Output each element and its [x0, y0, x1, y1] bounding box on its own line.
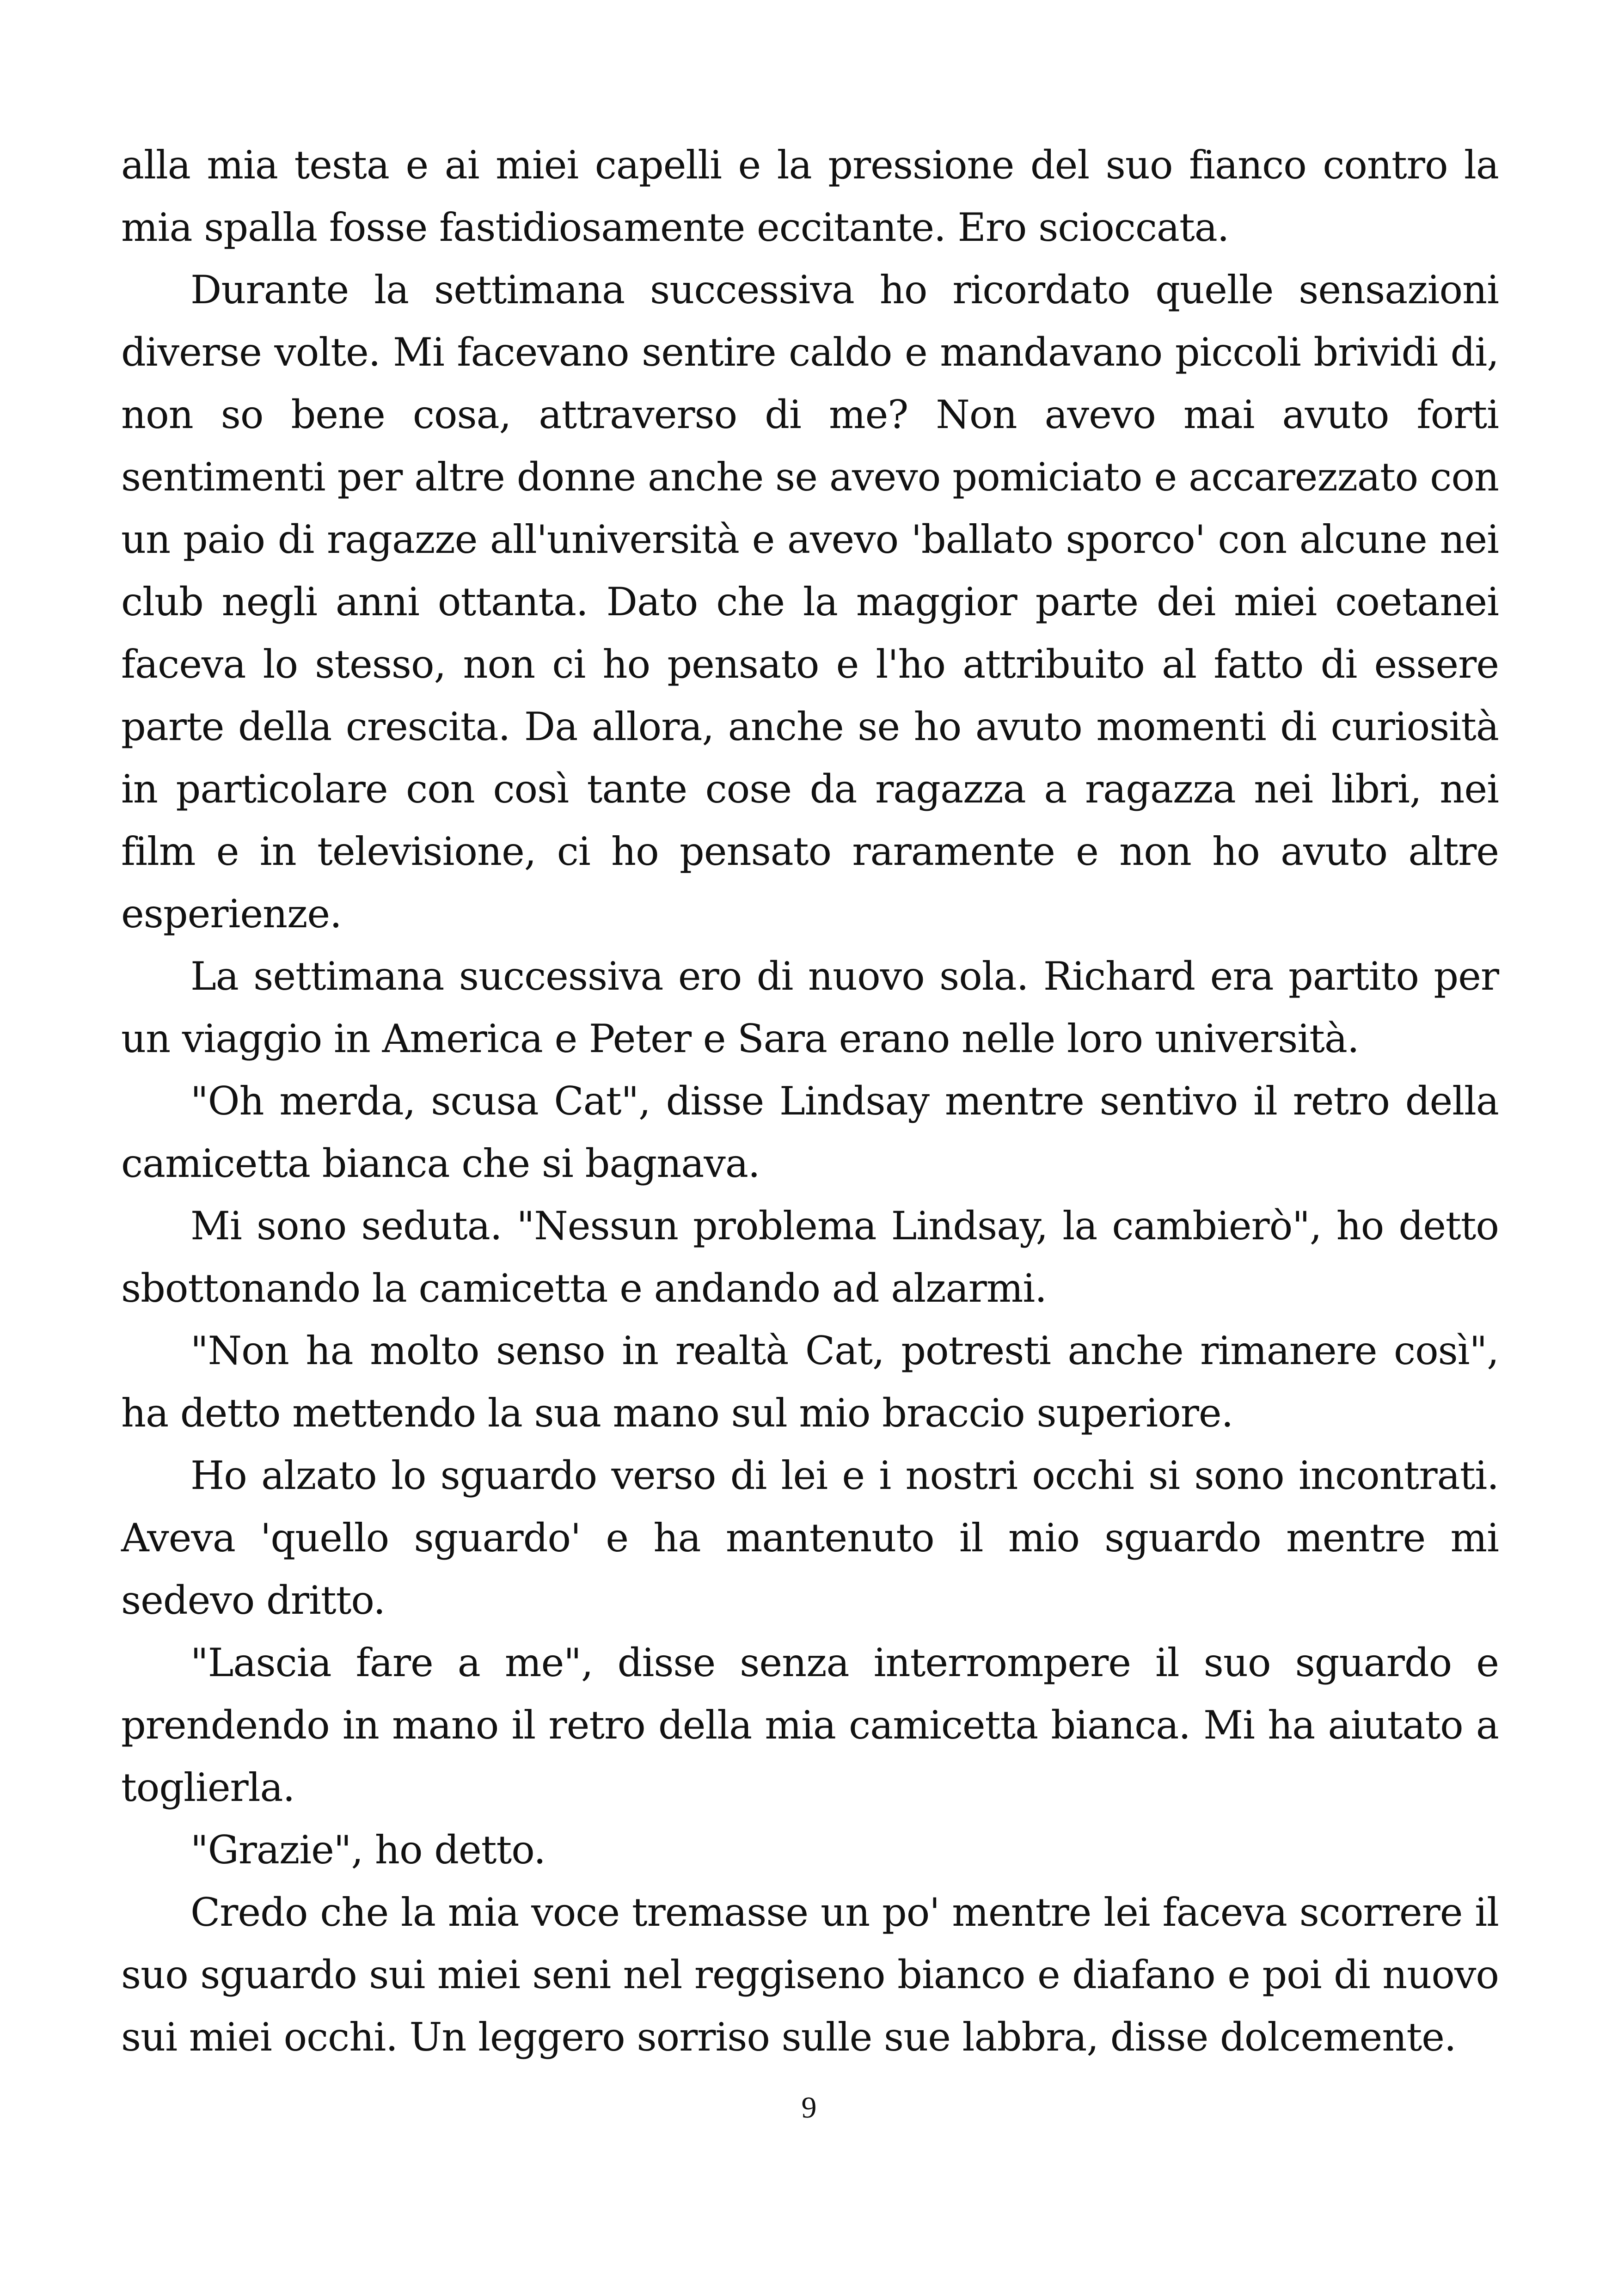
paragraph: "Grazie", ho detto. — [190, 1827, 546, 1873]
paragraph: "Oh merda, scusa Cat", disse Lindsay mentre sentivo il retro della camicetta bianca che si bagnava. — [121, 1078, 1499, 1186]
page-number: 9 — [801, 2091, 817, 2125]
paragraph: Durante la settimana successiva ho ricordato quelle sensazioni diverse volte. Mi facevano sentire caldo e mandavano piccoli brividi di, non so bene cosa, attraverso di me? Non avevo mai avuto forti sentimenti per altre donne anche se avevo pomiciato e accarezzato con un paio di ragazze all'università e avevo 'ballato sporco' con alcune nei club negli anni ottanta. Dato che la maggior parte dei miei coetanei faceva lo stesso, non ci ho pensato e l'ho attribuito al fatto di essere parte della crescita. Da allora, anche se ho avuto momenti di curiosità in particolare con così tante cose da ragazza a ragazza nei libri, nei film e in televisione, ci ho pensato raramente e non ho avuto altre esperienze. — [121, 267, 1499, 937]
paragraph: La settimana successiva ero di nuovo sola. Richard era partito per un viaggio in America e Peter e Sara erano nelle loro università. — [121, 954, 1499, 1061]
paragraph: alla mia testa e ai miei capelli e la pressione del suo fianco contro la mia spalla fosse fastidiosamente eccitante. Ero scioccata. — [121, 142, 1499, 250]
body-text — [121, 134, 1499, 2069]
paragraph: Credo che la mia voce tremasse un po' mentre lei faceva scorrere il suo sguardo sui miei seni nel reggiseno bianco e diafano e poi di nuovo sui miei occhi. Un leggero sorriso sulle sue labbra, disse dolcemente. — [121, 1890, 1499, 2060]
paragraph: Mi sono seduta. "Nessun problema Lindsay, la cambierò", ho detto sbottonando la camicetta e andando ad alzarmi. — [121, 1203, 1499, 1311]
paragraph: Ho alzato lo sguardo verso di lei e i nostri occhi si sono incontrati. Aveva 'quello sguardo' e ha mantenuto il mio sguardo mentre mi sedevo dritto. — [121, 1453, 1499, 1623]
paragraph: "Non ha molto senso in realtà Cat, potresti anche rimanere così", ha detto mettendo la sua mano sul mio braccio superiore. — [121, 1328, 1499, 1436]
paragraph: "Lascia fare a me", disse senza interrompere il suo sguardo e prendendo in mano il retro della mia camicetta bianca. Mi ha aiutato a toglierla. — [121, 1640, 1499, 1810]
